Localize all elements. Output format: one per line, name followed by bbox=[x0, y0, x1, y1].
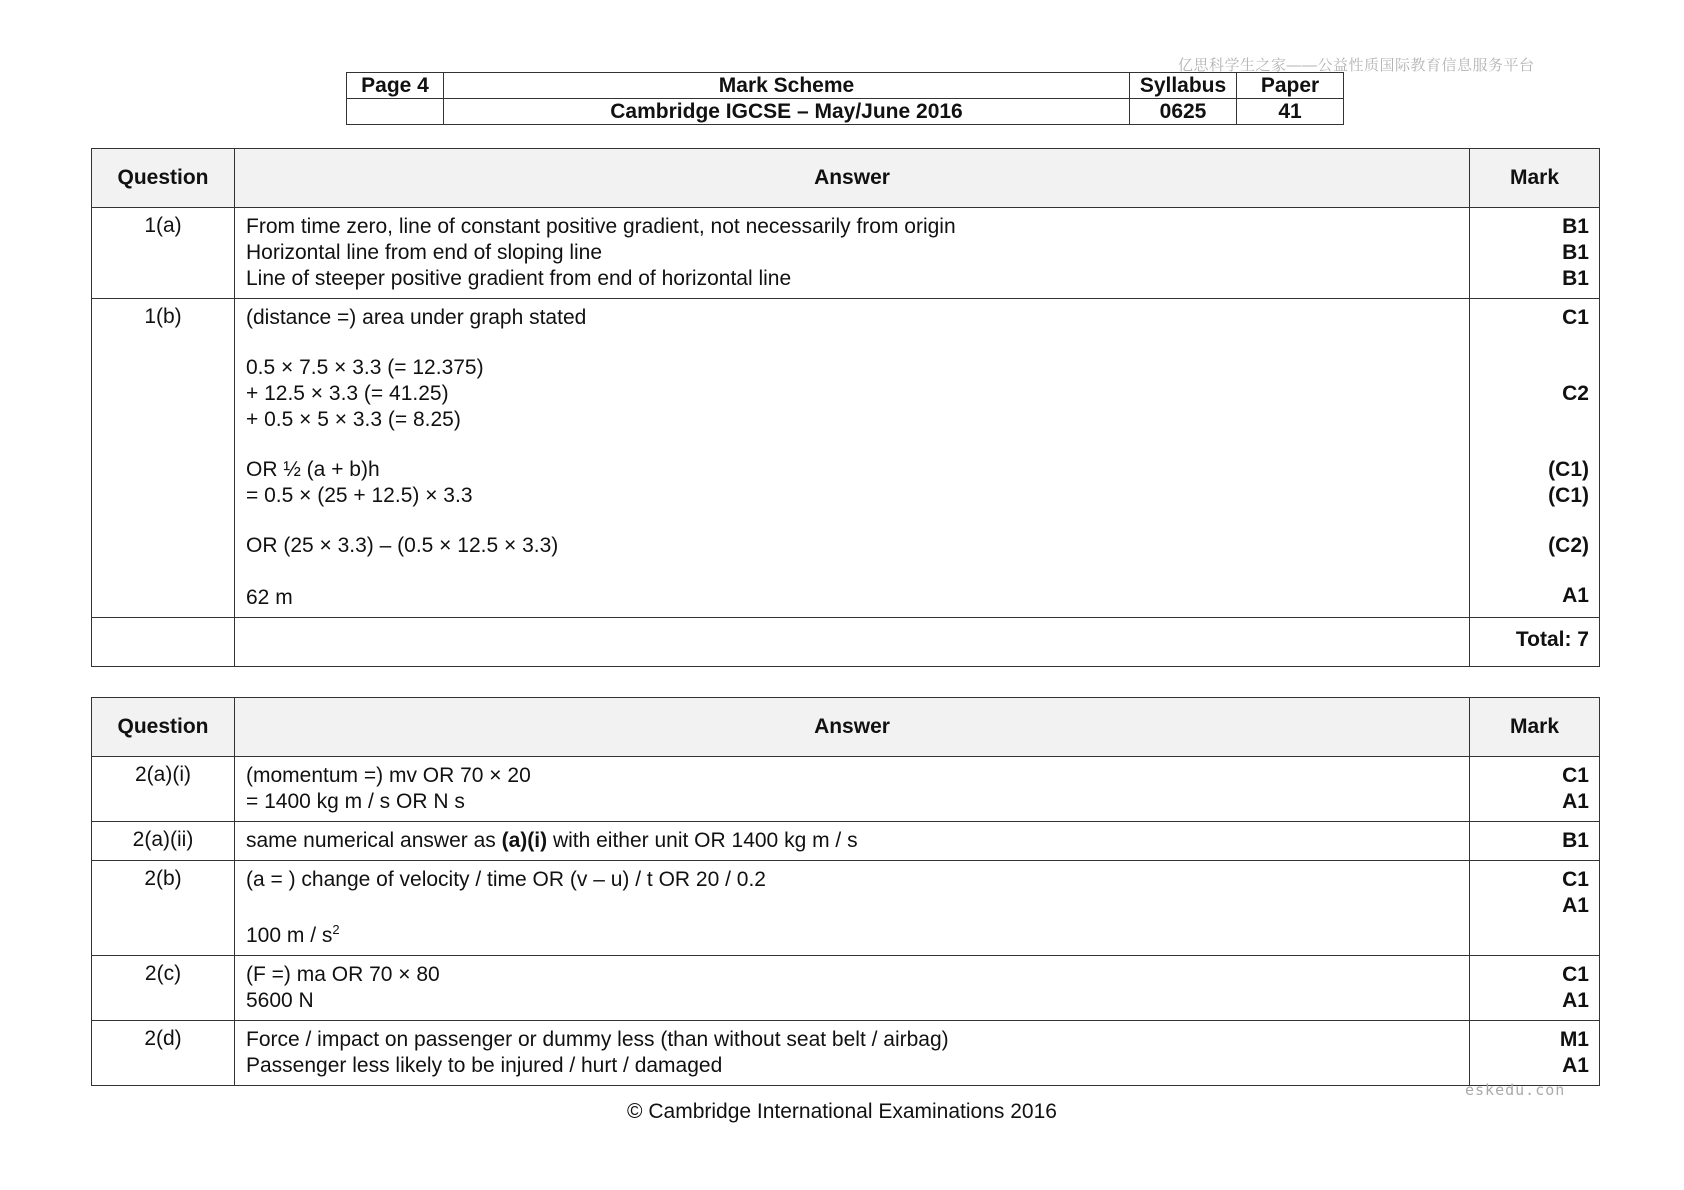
mark-value: A1 bbox=[1562, 1054, 1589, 1077]
mark-value: B1 bbox=[1562, 241, 1589, 264]
total-row bbox=[92, 618, 1600, 667]
table-row bbox=[92, 861, 1600, 956]
page-number: Page 4 bbox=[347, 73, 444, 99]
question-2-table bbox=[91, 697, 1600, 1086]
answer-line: + 0.5 × 5 × 3.3 (= 8.25) bbox=[246, 408, 461, 431]
question-label: 2(b) bbox=[92, 861, 235, 956]
mark-value: C1 bbox=[1562, 306, 1589, 329]
syllabus-code: 0625 bbox=[1130, 99, 1237, 125]
mark-column-header: Mark bbox=[1470, 698, 1600, 757]
answer-line: OR (25 × 3.3) – (0.5 × 12.5 × 3.3) bbox=[246, 534, 559, 557]
answer-line: 100 m / $s^2$ bbox=[246, 922, 340, 947]
answer-line: (a = ) change of velocity / time OR (v – u) / t OR 20 / 0.2 bbox=[246, 868, 766, 891]
answer-cell bbox=[235, 299, 1470, 618]
answer-line: 62 m bbox=[246, 586, 293, 609]
empty-cell bbox=[92, 618, 235, 667]
watermark-top: 亿思科学生之家——公益性质国际教育信息服务平台 bbox=[1178, 57, 1535, 74]
paper-label: Paper bbox=[1237, 73, 1344, 99]
mark-value: A1 bbox=[1562, 790, 1589, 813]
answer-line: Passenger less likely to be injured / hurt / damaged bbox=[246, 1054, 723, 1077]
answer-line: (momentum =) mv OR 70 × 20 bbox=[246, 764, 531, 787]
mark-cell bbox=[1470, 1021, 1600, 1086]
syllabus-label: Syllabus bbox=[1130, 73, 1237, 99]
mark-value: B1 bbox=[1562, 829, 1589, 852]
answer-column-header: Answer bbox=[235, 149, 1470, 208]
table-row bbox=[92, 822, 1600, 861]
mark-value: C2 bbox=[1562, 382, 1589, 405]
answer-column-header: Answer bbox=[235, 698, 1470, 757]
empty-cell bbox=[347, 99, 444, 125]
answer-line: same numerical answer as (a)(i) with either unit OR 1400 kg m / s bbox=[246, 829, 858, 852]
table-row bbox=[92, 208, 1600, 299]
answer-line: + 12.5 × 3.3 (= 41.25) bbox=[246, 382, 449, 405]
mark-value: C1 bbox=[1562, 764, 1589, 787]
answer-line: OR ½ (a + b)h bbox=[246, 458, 380, 481]
document-header-table bbox=[346, 72, 1344, 125]
answer-cell bbox=[235, 822, 1470, 861]
answer-cell bbox=[235, 1021, 1470, 1086]
answer-cell bbox=[235, 757, 1470, 822]
table-header-row bbox=[92, 698, 1600, 757]
table-row bbox=[92, 299, 1600, 618]
total-mark: Total: 7 bbox=[1470, 618, 1600, 667]
answer-cell bbox=[235, 956, 1470, 1021]
answer-line: (distance =) area under graph stated bbox=[246, 306, 587, 329]
mark-value: (C2) bbox=[1548, 534, 1589, 557]
answer-line: Horizontal line from end of sloping line bbox=[246, 241, 603, 264]
mark-cell bbox=[1470, 299, 1600, 618]
mark-column-header: Mark bbox=[1470, 149, 1600, 208]
bold-reference: (a)(i) bbox=[501, 829, 548, 852]
mark-value: C1 bbox=[1562, 868, 1589, 891]
answer-line: = 1400 kg m / s OR N s bbox=[246, 790, 465, 813]
mark-value: A1 bbox=[1562, 989, 1589, 1012]
superscript: 2 bbox=[332, 922, 340, 937]
answer-cell bbox=[235, 861, 1470, 956]
mark-cell bbox=[1470, 861, 1600, 956]
copyright-footer: © Cambridge International Examinations 2016 bbox=[627, 1100, 1057, 1123]
question-column-header: Question bbox=[92, 698, 235, 757]
mark-value: M1 bbox=[1559, 1028, 1589, 1051]
answer-line: Line of steeper positive gradient from end of horizontal line bbox=[246, 267, 792, 290]
question-label: 2(c) bbox=[92, 956, 235, 1021]
mark-value: A1 bbox=[1562, 584, 1589, 607]
mark-cell bbox=[1470, 208, 1600, 299]
answer-line: From time zero, line of constant positive gradient, not necessarily from origin bbox=[246, 215, 956, 238]
mark-value: A1 bbox=[1562, 894, 1589, 917]
mark-cell bbox=[1470, 956, 1600, 1021]
table-row bbox=[92, 956, 1600, 1021]
question-label: 2(d) bbox=[92, 1021, 235, 1086]
question-label: 2(a)(i) bbox=[92, 757, 235, 822]
empty-cell bbox=[235, 618, 1470, 667]
mark-value: B1 bbox=[1562, 267, 1589, 290]
question-label: 1(a) bbox=[92, 208, 235, 299]
document-title: Mark Scheme bbox=[444, 73, 1130, 99]
mark-value: (C1) bbox=[1548, 484, 1589, 507]
table-row bbox=[92, 1021, 1600, 1086]
answer-cell bbox=[235, 208, 1470, 299]
question-1-table bbox=[91, 148, 1600, 667]
exam-name: Cambridge IGCSE – May/June 2016 bbox=[444, 99, 1130, 125]
answer-line: 0.5 × 7.5 × 3.3 (= 12.375) bbox=[246, 356, 484, 379]
question-label: 2(a)(ii) bbox=[92, 822, 235, 861]
answer-line: 5600 N bbox=[246, 989, 314, 1012]
question-label: 1(b) bbox=[92, 299, 235, 618]
mark-value: (C1) bbox=[1548, 458, 1589, 481]
mark-cell bbox=[1470, 822, 1600, 861]
paper-number: 41 bbox=[1237, 99, 1344, 125]
answer-line: = 0.5 × (25 + 12.5) × 3.3 bbox=[246, 484, 473, 507]
watermark-bottom: eskedu.con bbox=[1465, 1081, 1566, 1099]
question-column-header: Question bbox=[92, 149, 235, 208]
answer-line: Force / impact on passenger or dummy less (than without seat belt / airbag) bbox=[246, 1028, 949, 1051]
mark-value: B1 bbox=[1562, 215, 1589, 238]
mark-value: C1 bbox=[1562, 963, 1589, 986]
answer-line: (F =) ma OR 70 × 80 bbox=[246, 963, 440, 986]
mark-cell bbox=[1470, 757, 1600, 822]
table-row bbox=[92, 757, 1600, 822]
table-header-row bbox=[92, 149, 1600, 208]
